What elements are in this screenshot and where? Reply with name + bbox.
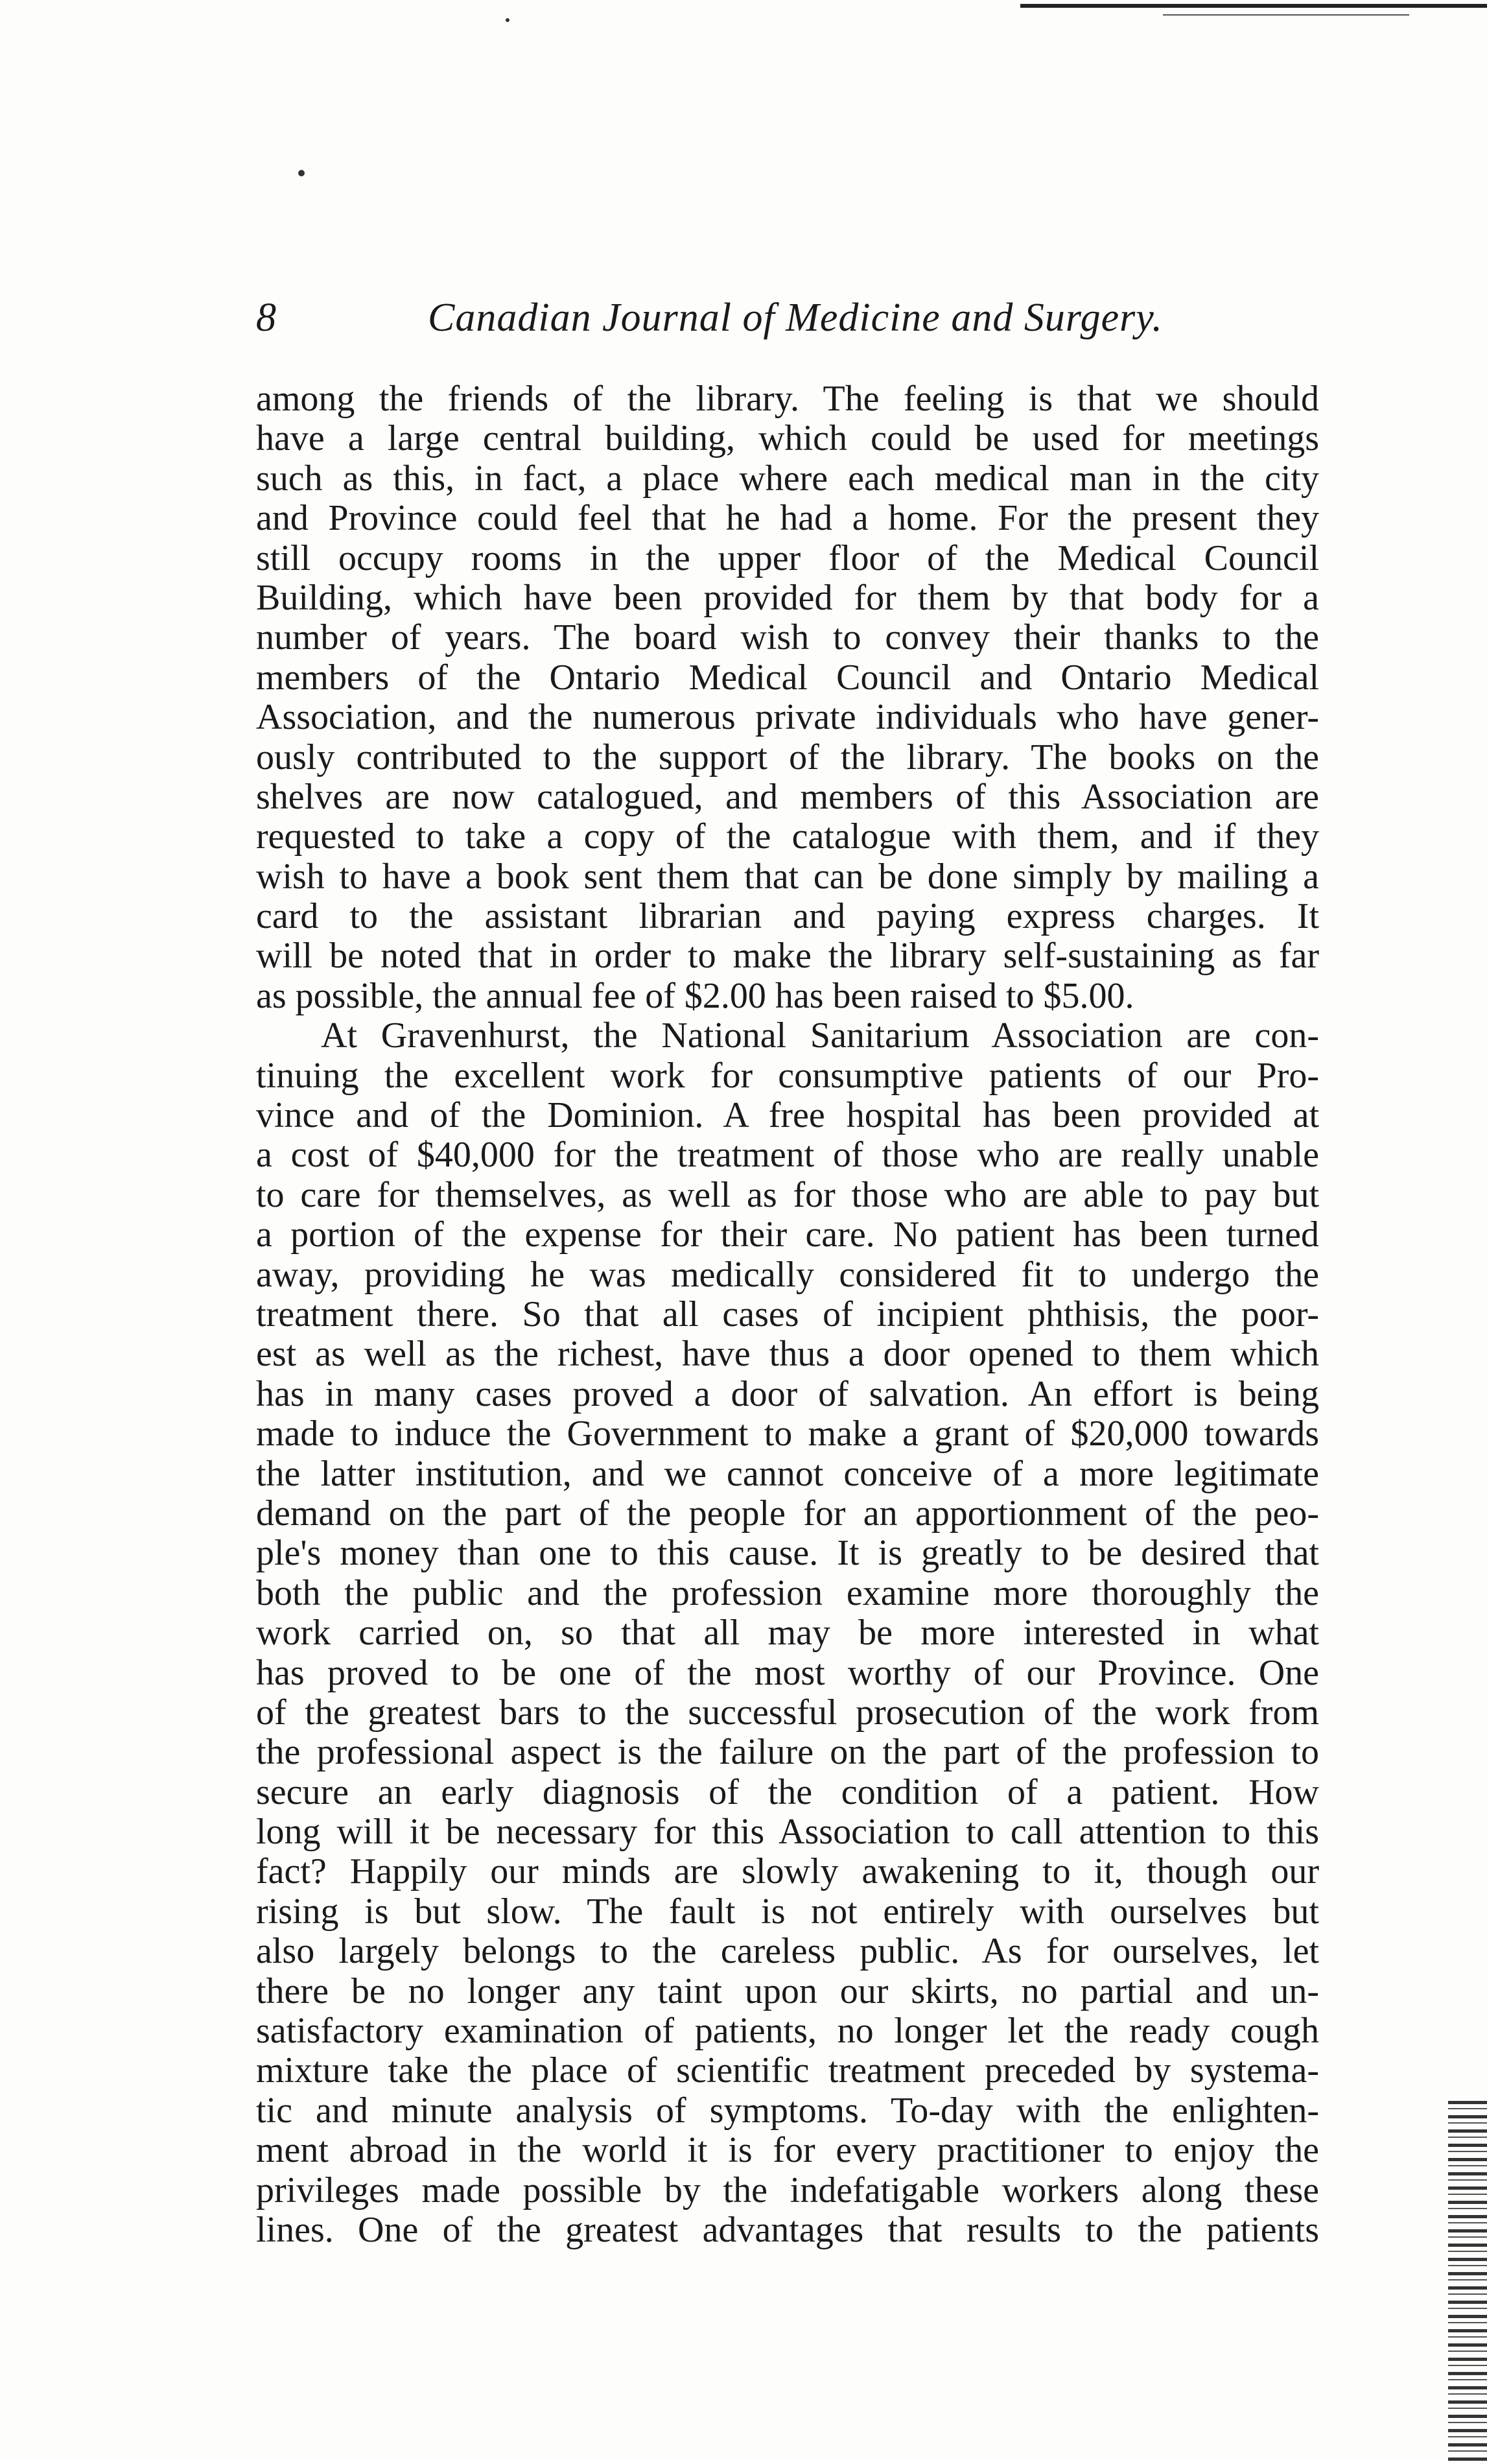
scan-edge-rule-thin — [1163, 14, 1409, 16]
text-line: still occupy rooms in the upper floor of the Medical Council — [256, 538, 1319, 578]
text-line: satisfactory examination of patients, no longer let the ready cough — [256, 2011, 1319, 2052]
text-line: the latter institution, and we cannot conceive of a more legitimate — [256, 1453, 1319, 1494]
scan-speck — [298, 170, 305, 176]
journal-title: Canadian Journal of Medicine and Surgery. — [428, 296, 1163, 340]
scan-speck — [506, 18, 509, 22]
text-line: made to induce the Government to make a grant of $20,000 towards — [256, 1414, 1319, 1454]
text-line: tic and minute analysis of symptoms. To-day with the enlighten- — [256, 2090, 1319, 2131]
text-line: secure an early diagnosis of the condition of a patient. How — [256, 1771, 1319, 1812]
text-line: number of years. The board wish to convey their thanks to the — [256, 617, 1319, 658]
text-line: rising is but slow. The fault is not entirely with ourselves but — [256, 1891, 1319, 1932]
text-line: ple's money than one to this cause. It is greatly to be desired that — [256, 1533, 1319, 1574]
page-number: 8 — [256, 296, 276, 340]
text-line: tinuing the excellent work for consumptive patients of our Pro- — [256, 1055, 1319, 1096]
text-line: At Gravenhurst, the National Sanitarium Association are con- — [321, 1015, 1319, 1056]
running-head — [256, 292, 1199, 344]
text-line: Association, and the numerous private individuals who have gener- — [256, 697, 1319, 738]
text-line: requested to take a copy of the catalogue with them, and if they — [256, 816, 1319, 857]
text-line: treatment there. So that all cases of incipient phthisis, the poor- — [256, 1294, 1319, 1334]
text-line: has in many cases proved a door of salvation. An effort is being — [256, 1373, 1319, 1414]
text-line: demand on the part of the people for an apportionment of the peo- — [256, 1493, 1319, 1534]
text-line: among the friends of the library. The feeling is that we should — [256, 379, 1319, 419]
text-line: shelves are now catalogued, and members of this Association are — [256, 776, 1319, 817]
text-line: a cost of $40,000 for the treatment of those who are really unable — [256, 1135, 1319, 1176]
text-line: lines. One of the greatest advantages that results to the patients — [256, 2209, 1319, 2250]
text-line: a portion of the expense for their care. No patient has been turned — [256, 1214, 1319, 1255]
text-line: away, providing he was medically considered fit to undergo the — [256, 1254, 1319, 1295]
text-line: privileges made possible by the indefatigable workers along these — [256, 2170, 1319, 2210]
text-line: of the greatest bars to the successful prosecution of the work from — [256, 1692, 1319, 1733]
text-line: and Province could feel that he had a home. For the present they — [256, 498, 1319, 539]
text-line: Building, which have been provided for them by that body for a — [256, 577, 1319, 618]
text-line: mixture take the place of scientific treatment preceded by systema- — [256, 2050, 1319, 2091]
text-line: ously contributed to the support of the library. The books on the — [256, 737, 1319, 777]
text-line: wish to have a book sent them that can be done simply by mailing a — [256, 856, 1319, 897]
text-line: members of the Ontario Medical Council and Ontario Medical — [256, 657, 1319, 698]
text-line: have a large central building, which could be used for meetings — [256, 418, 1319, 459]
text-line: both the public and the profession examine more thoroughly the — [256, 1572, 1319, 1613]
text-line: est as well as the richest, have thus a door opened to them which — [256, 1334, 1319, 1375]
text-line: ment abroad in the world it is for every practitioner to enjoy the — [256, 2130, 1319, 2171]
text-line: vince and of the Dominion. A free hospital has been provided at — [256, 1095, 1319, 1136]
text-line: work carried on, so that all may be more interested in what — [256, 1613, 1319, 1653]
text-line: the professional aspect is the failure on the part of the profession to — [256, 1732, 1319, 1773]
text-line: such as this, in fact, a place where each medical man in the city — [256, 458, 1319, 499]
text-line: will be noted that in order to make the library self-sustaining as far — [256, 936, 1319, 977]
text-line: as possible, the annual fee of $2.00 has been raised to $5.00. — [256, 975, 1134, 1016]
scan-edge-artifact — [1448, 2101, 1487, 2464]
text-line: there be no longer any taint upon our skirts, no partial and un- — [256, 1971, 1319, 2011]
text-line: fact? Happily our minds are slowly awakening to it, though our — [256, 1851, 1319, 1892]
text-line: has proved to be one of the most worthy of our Province. One — [256, 1652, 1319, 1693]
text-line: long will it be necessary for this Association to call attention to this — [256, 1812, 1319, 1853]
text-line: card to the assistant librarian and paying express charges. It — [256, 896, 1319, 937]
scan-edge-rule — [1020, 4, 1487, 8]
body-text — [256, 379, 1319, 2250]
text-line: also largely belongs to the careless public. As for ourselves, let — [256, 1931, 1319, 1972]
text-line: to care for themselves, as well as for those who are able to pay but — [256, 1174, 1319, 1215]
